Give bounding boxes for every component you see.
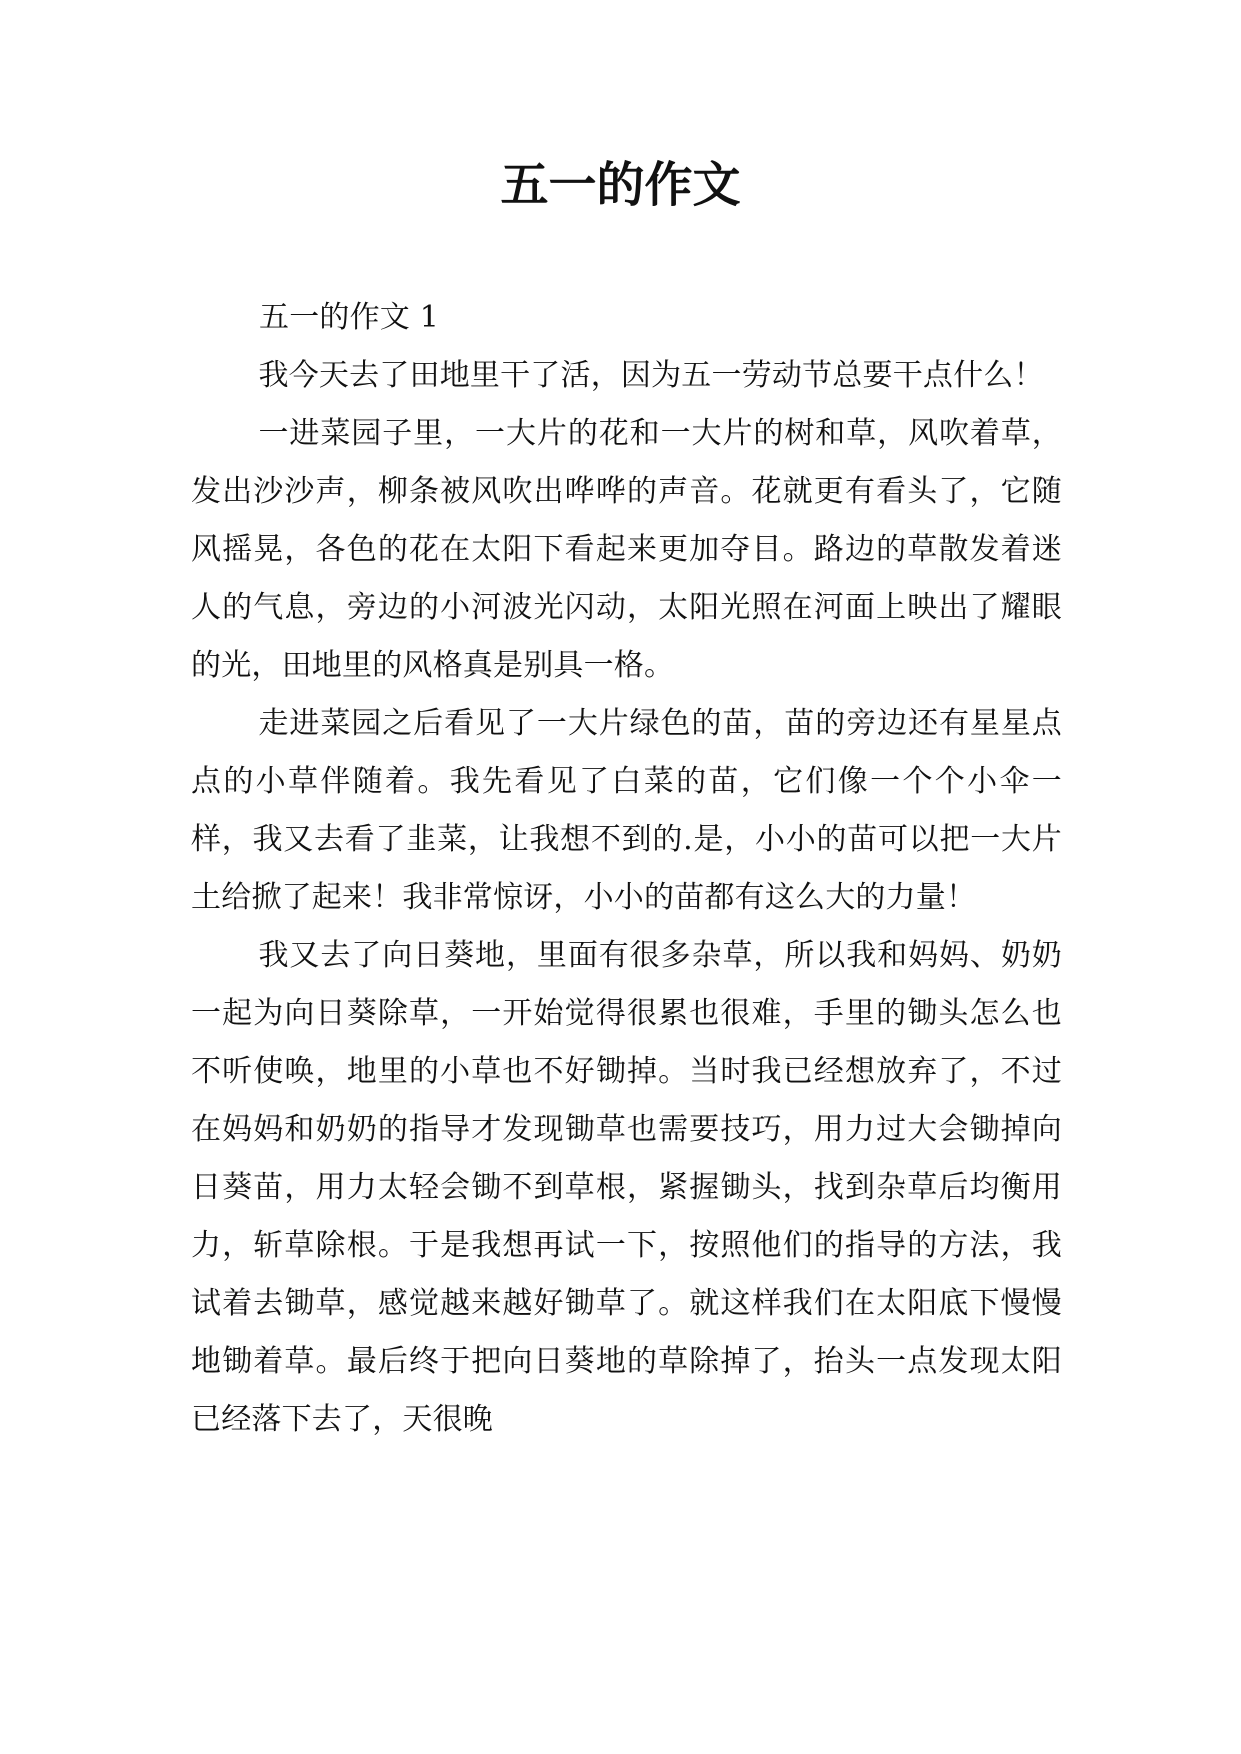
paragraph-2: 一进菜园子里，一大片的花和一大片的树和草，风吹着草，发出沙沙声，柳条被风吹出哗哗的声音。花就更有看头了，它随风摇晃，各色的花在太阳下看起来更加夺目。路边的草散发着迷人的气息，旁边的小河波光闪动，太阳光照在河面上映出了耀眼的光，田地里的风格真是别具一格。 — [191, 416, 1062, 683]
paragraph-4: 我又去了向日葵地，里面有很多杂草，所以我和妈妈、奶奶一起为向日葵除草，一开始觉得很累也很难，手里的锄头怎么也不听使唤，地里的小草也不好锄掉。当时我已经想放弃了，不过在妈妈和奶奶的指导才发现锄草也需要技巧，用力过大会锄掉向日葵苗，用力太轻会锄不到草根，紧握锄头，找到杂草后均衡用力，斩草除根。于是我想再试一下，按照他们的指导的方法，我试着去锄草，感觉越来越好锄草了。就这样我们在太阳底下慢慢地锄着草。最后终于把向日葵地的草除掉了，抬头一点发现太阳已经落下去了，天很晚 — [191, 938, 1062, 1437]
document-title: 五一的作文 — [500, 157, 741, 213]
document-body — [191, 289, 1062, 1449]
paragraph-1: 我今天去了田地里干了活，因为五一劳动节总要干点什么！ — [258, 358, 1044, 393]
paragraph-3: 走进菜园之后看见了一大片绿色的苗，苗的旁边还有星星点点的小草伴随着。我先看见了白菜的苗，它们像一个个小伞一样，我又去看了韭菜，让我想不到的.是，小小的苗可以把一大片土给掀了起来！我非常惊讶，小小的苗都有这么大的力量！ — [191, 706, 1062, 915]
section-heading: 五一的作文 1 — [259, 300, 440, 335]
